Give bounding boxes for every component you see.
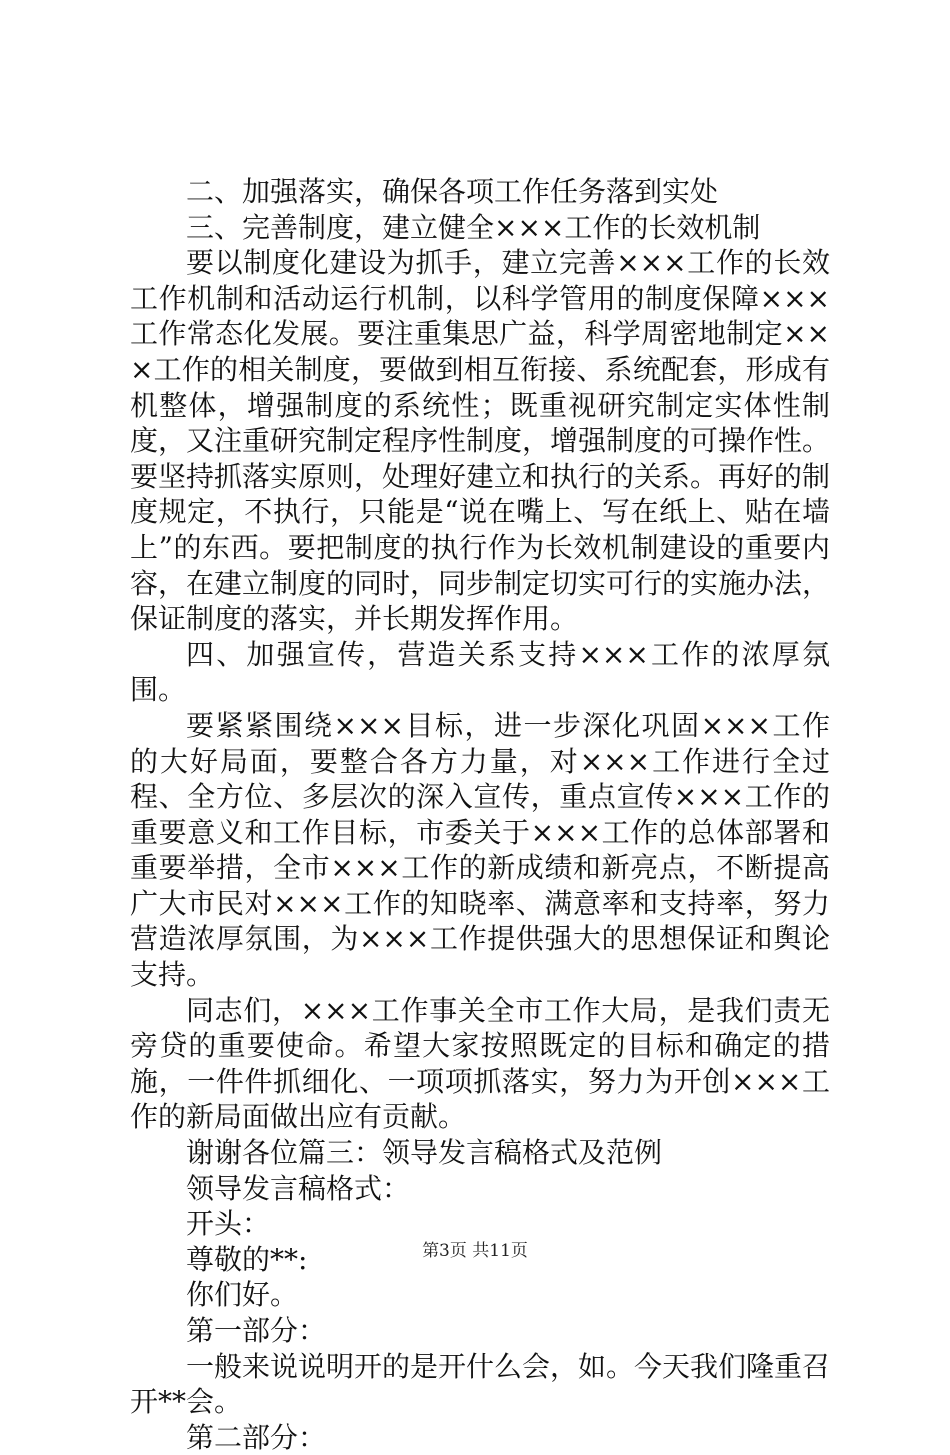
page-number-footer: 第3页 共11页: [422, 1241, 528, 1261]
line-format-title: 领导发言稿格式：: [186, 1171, 411, 1205]
document-body: [130, 174, 830, 1455]
heading-strengthen-publicity: 四、加强宣传，营造关系支持×××工作的浓厚氛围。: [130, 637, 830, 707]
paragraph-part-one-content: 一般来说说明开的是开什么会，如。今天我们隆重召开**会。: [130, 1349, 831, 1419]
paragraph-system-building: 要以制度化建设为抓手，建立完善×××工作的长效工作机制和活动运行机制，以科学管用的制度保障×××工作常态化发展。要注重集思广益，科学周密地制定×××工作的相关制度，要做到相互衔接、系统配套，形成有机整体，增强制度的系统性；既重视研究制定实体性制度，又注重研究制定程序性制度，增强制度的可操作性。要坚持抓落实原则，处理好建立和执行的关系。再好的制度规定，不执行，只能是“说在嘴上、写在纸上、贴在墙上”的东西。要把制度的执行作为长效机制建设的重要内容，在建立制度的同时，同步制定切实可行的实施办法，保证制度的落实，并长期发挥作用。: [130, 246, 831, 636]
line-salutation: 尊敬的**:: [186, 1242, 308, 1276]
line-greeting: 你们好。: [186, 1278, 299, 1312]
heading-strengthen-implementation: 二、加强落实，确保各项工作任务落到实处: [186, 175, 719, 208]
line-part-two: 第二部分：: [186, 1420, 327, 1454]
line-opening: 开头：: [186, 1207, 271, 1241]
line-thanks-part-three: 谢谢各位篇三：领导发言稿格式及范例: [186, 1136, 663, 1170]
line-part-one: 第一部分：: [186, 1314, 327, 1347]
paragraph-comrades: 同志们，×××工作事关全市工作大局，是我们责无旁贷的重要使命。希望大家按照既定的目标和确定的措施，一件件抓细化、一项项抓落实，努力为开创×××工作的新局面做出应有贡献。: [130, 993, 830, 1134]
heading-improve-system: 三、完善制度，建立健全×××工作的长效机制: [186, 210, 761, 244]
paragraph-publicity: 要紧紧围绕×××目标，进一步深化巩固×××工作的大好局面，要整合各方力量，对×××工作进行全过程、全方位、多层次的深入宣传，重点宣传×××工作的重要意义和工作目标，市委关于×××工作的总体部署和重要举措，全市×××工作的新成绩和新亮点，不断提高广大市民对×××工作的知晓率、满意率和支持率，努力营造浓厚氛围，为×××工作提供强大的思想保证和舆论支持。: [130, 708, 830, 992]
